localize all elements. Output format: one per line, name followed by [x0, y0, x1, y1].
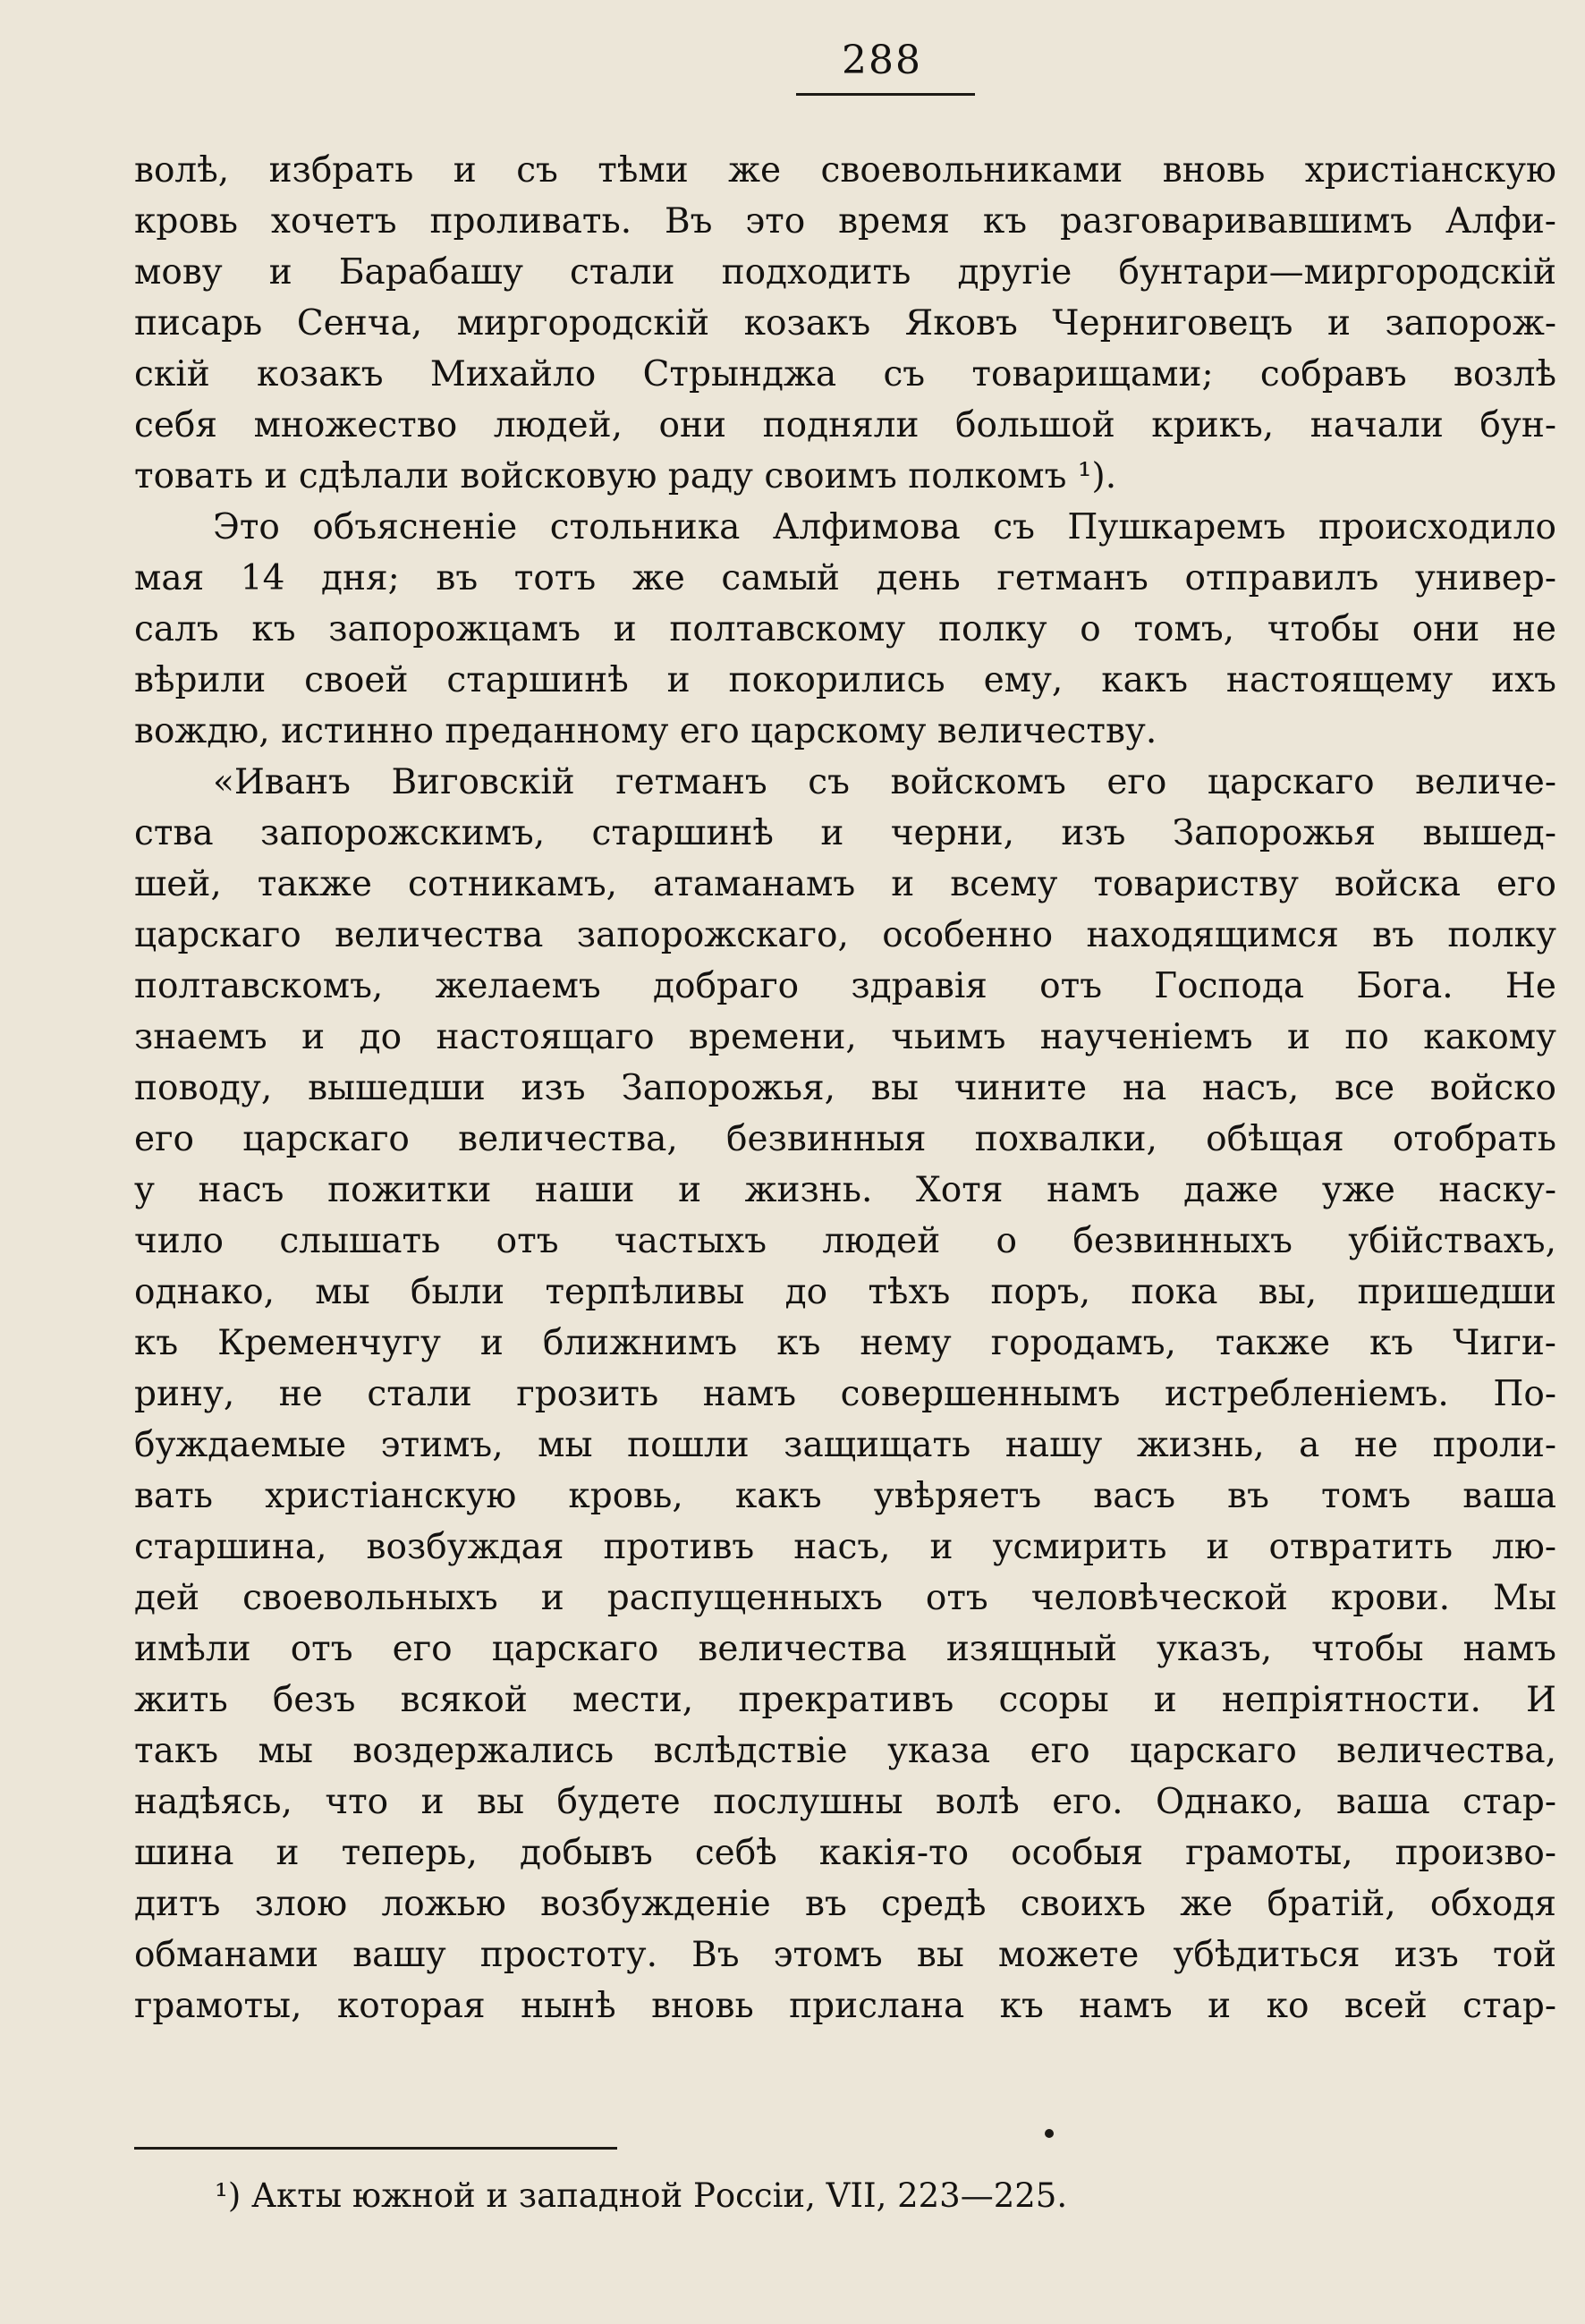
text-line: кровь хочетъ проливать. Въ это время къ разговаривавшимъ Алфи-	[134, 201, 1556, 242]
page-number: 288	[842, 38, 922, 83]
footnote-separator	[134, 2147, 617, 2150]
text-line: дей своевольныхъ и распущенныхъ отъ человѣческой крови. Мы	[134, 1578, 1556, 1618]
body-text	[134, 145, 1556, 2031]
text-line: обманами вашу простоту. Въ этомъ вы можете убѣдиться изъ той	[134, 1935, 1556, 1975]
text-line: писарь Сенча, миргородскій козакъ Яковъ Черниговецъ и запорож-	[134, 303, 1556, 344]
text-line: ства запорожскимъ, старшинѣ и черни, изъ Запорожья вышед-	[134, 813, 1556, 853]
text-line: мову и Барабашу стали подходить другіе бунтари—миргородскій	[134, 252, 1556, 293]
text-line: поводу, вышедши изъ Запорожья, вы чините на насъ, все войско	[134, 1068, 1556, 1108]
text-line: полтавскомъ, желаемъ добраго здравія отъ Господа Бога. Не	[134, 966, 1556, 1006]
text-line: такъ мы воздержались вслѣдствіе указа его царскаго величества,	[134, 1731, 1556, 1771]
text-line: грамоты, которая нынѣ вновь прислана къ намъ и ко всей стар-	[134, 1986, 1556, 2026]
text-line: вождю, истинно преданному его царскому величеству.	[134, 711, 1157, 751]
text-line: дитъ злою ложью возбужденіе въ средѣ своихъ же братій, обходя	[134, 1884, 1556, 1924]
text-line: «Иванъ Виговскій гетманъ съ войскомъ его царскаго величе-	[213, 762, 1556, 802]
text-line: себя множество людей, они подняли большой крикъ, начали бун-	[134, 405, 1556, 445]
footnote: ¹) Акты южной и западной Россіи, VII, 223—225.	[215, 2176, 1068, 2215]
text-line: у насъ пожитки наши и жизнь. Хотя намъ даже уже наску-	[134, 1170, 1556, 1210]
text-line: однако, мы были терпѣливы до тѣхъ поръ, пока вы, пришедши	[134, 1272, 1556, 1312]
ink-dot	[1045, 2129, 1054, 2138]
text-line: мая 14 дня; въ тотъ же самый день гетманъ отправилъ универ-	[134, 558, 1556, 598]
text-line: буждаемые этимъ, мы пошли защищать нашу жизнь, а не проли-	[134, 1425, 1556, 1465]
text-line: знаемъ и до настоящаго времени, чьимъ наученіемъ и по какому	[134, 1017, 1556, 1057]
text-line: его царскаго величества, безвинныя похвалки, обѣщая отобрать	[134, 1119, 1556, 1159]
text-line: Это объясненіе стольника Алфимова съ Пушкаремъ происходило	[213, 507, 1556, 547]
text-line: рину, не стали грозить намъ совершеннымъ истребленіемъ. По-	[134, 1374, 1556, 1414]
text-line: шина и теперь, добывъ себѣ какія-то особыя грамоты, произво-	[134, 1833, 1556, 1873]
page-number-underline	[796, 93, 975, 96]
text-line: жить безъ всякой мести, прекративъ ссоры и непріятности. И	[134, 1680, 1556, 1720]
text-line: товать и сдѣлали войсковую раду своимъ полкомъ ¹).	[134, 456, 1117, 496]
text-line: старшина, возбуждая противъ насъ, и усмирить и отвратить лю-	[134, 1527, 1556, 1567]
text-line: скій козакъ Михайло Стрынджа съ товарищами; собравъ возлѣ	[134, 354, 1556, 394]
text-line: вѣрили своей старшинѣ и покорились ему, какъ настоящему ихъ	[134, 660, 1556, 700]
text-line: надѣясь, что и вы будете послушны волѣ его. Однако, ваша стар-	[134, 1782, 1556, 1822]
text-line: волѣ, избрать и съ тѣми же своевольниками вновь христіанскую	[134, 150, 1556, 191]
text-line: чило слышать отъ частыхъ людей о безвинныхъ убійствахъ,	[134, 1221, 1556, 1261]
text-line: шей, также сотникамъ, атаманамъ и всему товариству войска его	[134, 864, 1556, 904]
text-line: вать христіанскую кровь, какъ увѣряетъ васъ въ томъ ваша	[134, 1476, 1556, 1516]
text-line: къ Кременчугу и ближнимъ къ нему городамъ, также къ Чиги-	[134, 1323, 1556, 1363]
text-line: салъ къ запорожцамъ и полтавскому полку о томъ, чтобы они не	[134, 609, 1556, 649]
text-line: имѣли отъ его царскаго величества изящный указъ, чтобы намъ	[134, 1629, 1556, 1669]
text-line: царскаго величества запорожскаго, особенно находящимся въ полку	[134, 915, 1556, 955]
